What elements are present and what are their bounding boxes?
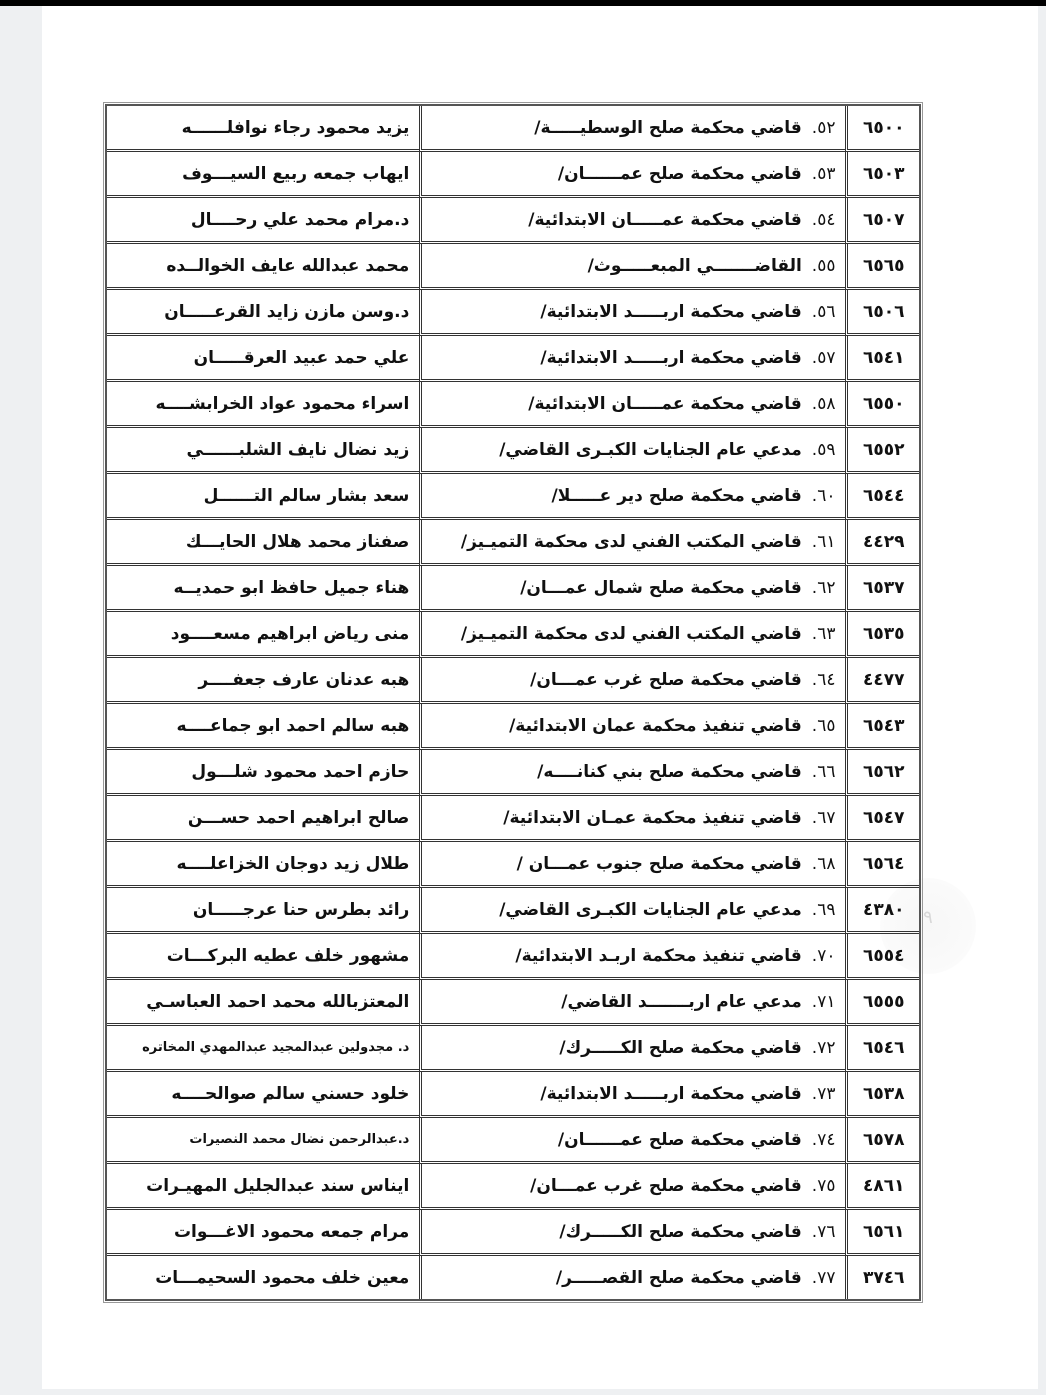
position-title: قاضي تنفيذ محكمة اربـد الابتدائية/ [515, 945, 802, 966]
table-row [107, 796, 919, 842]
table-row [107, 1256, 919, 1299]
table-row [107, 244, 919, 290]
roster-body [107, 106, 919, 1299]
page-number-watermark: ٩ [880, 878, 976, 974]
table-row [107, 1118, 919, 1164]
position-cell [419, 198, 845, 244]
judge-name-cell: صفناز محمد هلال الحايـــك [107, 520, 419, 566]
position-cell [419, 750, 845, 796]
position-cell [419, 474, 845, 520]
table-row [107, 612, 919, 658]
employee-code-cell: ٦٥٤٧ [845, 796, 919, 842]
table-row [107, 336, 919, 382]
judge-name-cell: صالح ابراهيم احمد حســـن [107, 796, 419, 842]
position-title: قاضي محكمة صلح بني كنانــــه/ [537, 761, 802, 782]
row-index: ٧٢. [811, 1037, 836, 1058]
table-row [107, 888, 919, 934]
position-title: قاضي محكمة صلح عمــــــان/ [557, 1129, 802, 1150]
judge-name-cell: طلال زيد دوجان الخزاعلــــه [107, 842, 419, 888]
position-cell [419, 796, 845, 842]
row-index: ٥٧. [811, 347, 836, 368]
row-index: ٧١. [811, 991, 836, 1012]
position-cell [419, 888, 845, 934]
employee-code-cell: ٤٨٦١ [845, 1164, 919, 1210]
judge-name-cell: اسراء محمود عواد الخرابشــــه [107, 382, 419, 428]
employee-code-cell: ٦٥٧٨ [845, 1118, 919, 1164]
judge-name-cell: ايهاب جمعه ربيع السيـــوف [107, 152, 419, 198]
table-row [107, 842, 919, 888]
row-index: ٧٧. [811, 1267, 836, 1288]
row-index: ٥٦. [811, 301, 836, 322]
employee-code-cell: ٦٥٣٧ [845, 566, 919, 612]
table-row [107, 152, 919, 198]
row-index: ٦٧. [811, 807, 836, 828]
row-index: ٦٨. [811, 853, 836, 874]
position-title: قاضي محكمة صلح جنوب عمـــان / [516, 853, 802, 874]
table-row [107, 980, 919, 1026]
table-row [107, 428, 919, 474]
table-row [107, 658, 919, 704]
employee-code-cell: ٦٥٠٧ [845, 198, 919, 244]
position-cell [419, 612, 845, 658]
judge-name-cell: حازم احمد محمود شلـــول [107, 750, 419, 796]
judge-name-cell: سعد بشار سالم التــــــل [107, 474, 419, 520]
employee-code-cell: ٦٥٠٣ [845, 152, 919, 198]
position-title: قاضي محكمة صلح عمــــــان/ [557, 163, 802, 184]
position-title: القاضـــــــي المبعـــــوث/ [587, 255, 802, 276]
row-index: ٥٨. [811, 393, 836, 414]
judge-name-cell: هبه عدنان عارف جعفــــر [107, 658, 419, 704]
judge-name-cell: معين خلف محمود السحيمـــات [155, 1267, 410, 1288]
employee-code-cell: ٤٣٨٠ [845, 888, 919, 934]
position-cell [419, 290, 845, 336]
table-row [107, 704, 919, 750]
judge-name-cell: علي حمد عبيد العرقـــــان [107, 336, 419, 382]
position-cell [419, 1210, 845, 1256]
employee-code-cell: ٦٥٣٥ [845, 612, 919, 658]
position-cell [419, 566, 845, 612]
position-title: مدعي عام الجنايات الكبـرى القاضي/ [499, 899, 802, 920]
position-title: قاضي محكمة اربـــــد الابتدائية/ [540, 347, 802, 368]
judge-name-cell: زيد نضال نايف الشلبــــــي [107, 428, 419, 474]
row-index: ٧٣. [811, 1083, 836, 1104]
position-title: قاضي تنفيذ محكمة عمـان الابتدائية/ [503, 807, 802, 828]
row-index: ٥٣. [811, 163, 836, 184]
position-title: قاضي محكمة عمـــــان الابتدائية/ [528, 393, 802, 414]
row-index: ٥٥. [811, 255, 836, 276]
employee-code-cell: ٦٥٥٤ [845, 934, 919, 980]
table-row [107, 106, 919, 152]
position-title: قاضي محكمة صلح دير عـــــلا/ [551, 485, 802, 506]
position-cell [419, 980, 845, 1026]
judge-name-cell: منى رياض ابراهيم مسعــــود [107, 612, 419, 658]
position-title: قاضي محكمة عمـــــان الابتدائية/ [528, 209, 802, 230]
judges-roster-table [105, 104, 921, 1301]
table-row [107, 382, 919, 428]
position-cell [419, 336, 845, 382]
position-cell [419, 106, 845, 152]
employee-code-cell: ٦٥٦٥ [845, 244, 919, 290]
judge-name-cell: رائد بطرس حنا عرجـــــان [107, 888, 419, 934]
position-title: قاضي محكمة صلح الكـــــرك/ [559, 1037, 802, 1058]
row-index: ٦١. [811, 531, 836, 552]
position-cell [419, 1072, 845, 1118]
position-title: قاضي محكمة صلح غرب عمـــان/ [530, 669, 802, 690]
employee-code-cell: ٦٥٤٣ [845, 704, 919, 750]
row-index: ٦٣. [811, 623, 836, 644]
table-row [107, 1026, 919, 1072]
judge-name-cell: المعتزبالله محمد احمد العباسـي [107, 980, 419, 1026]
row-index: ٧٠. [811, 945, 836, 966]
position-cell [419, 658, 845, 704]
table-row [107, 290, 919, 336]
judge-name-cell: د.مرام محمد علي رحــــال [107, 198, 419, 244]
table-row [107, 566, 919, 612]
position-cell [419, 1256, 845, 1299]
position-title: قاضي محكمة صلح القصـــــر/ [555, 1267, 802, 1288]
position-cell [419, 382, 845, 428]
position-cell [419, 520, 845, 566]
row-index: ٦٤. [811, 669, 836, 690]
row-index: ٥٤. [811, 209, 836, 230]
position-title: قاضي محكمة صلح الكـــــرك/ [559, 1221, 802, 1242]
judge-name-cell: هبه سالم احمد ابو جماعــــه [107, 704, 419, 750]
position-cell [419, 1118, 845, 1164]
employee-code-cell: ٦٥٥٥ [845, 980, 919, 1026]
position-title: مدعي عام الجنايات الكبـرى القاضي/ [499, 439, 802, 460]
row-index: ٥٢. [811, 117, 836, 138]
table-row [107, 1210, 919, 1256]
position-cell [419, 1026, 845, 1072]
position-title: قاضي محكمة صلح الوسطيـــــة/ [534, 117, 802, 138]
position-title: قاضي محكمة اربـــــد الابتدائية/ [540, 1083, 802, 1104]
employee-code-cell: ٦٥٦١ [845, 1210, 919, 1256]
position-title: قاضي محكمة صلح شمال عمـــان/ [520, 577, 802, 598]
position-title: قاضي محكمة صلح غرب عمـــان/ [530, 1175, 802, 1196]
employee-code-cell: ٤٤٧٧ [845, 658, 919, 704]
judge-name-cell: خلود حسني سالم صوالحــــه [107, 1072, 419, 1118]
employee-code-cell: ٦٥٠٠ [845, 106, 919, 152]
judge-name-cell: هناء جميل حافظ ابو حمديــه [107, 566, 419, 612]
employee-code-cell: ٣٧٤٦ [845, 1256, 919, 1299]
judge-name-cell: مرام جمعه محمود الاغـــوات [107, 1210, 419, 1256]
judge-name-cell: د.عبدالرحمن نضال محمد النصيرات [107, 1118, 419, 1164]
employee-code-cell: ٦٥٣٨ [845, 1072, 919, 1118]
judge-name-cell: ايناس سند عبدالجليل المهيـرات [107, 1164, 419, 1210]
row-index: ٦٩. [811, 899, 836, 920]
judge-name-cell: مشهور خلف عطيه البركـــات [107, 934, 419, 980]
employee-code-cell: ٦٥٦٢ [845, 750, 919, 796]
employee-code-cell: ٦٥٤٦ [845, 1026, 919, 1072]
row-index: ٦٠. [811, 485, 836, 506]
position-title: قاضي المكتب الفني لدى محكمة التميـيز/ [460, 623, 802, 644]
row-index: ٧٤. [811, 1129, 836, 1150]
table-row [107, 1072, 919, 1118]
position-title: قاضي المكتب الفني لدى محكمة التميـيز/ [460, 531, 802, 552]
employee-code-cell: ٦٥٥٢ [845, 428, 919, 474]
employee-code-cell: ٦٥٥٠ [845, 382, 919, 428]
position-cell [419, 704, 845, 750]
row-index: ٧٥. [811, 1175, 836, 1196]
position-title: قاضي محكمة اربـــــد الابتدائية/ [540, 301, 802, 322]
row-index: ٦٦. [811, 761, 836, 782]
judge-name-cell: د.وسن مازن زايد القرعـــــان [107, 290, 419, 336]
table-row [107, 198, 919, 244]
position-cell [419, 428, 845, 474]
table-row [107, 1164, 919, 1210]
row-index: ٦٢. [811, 577, 836, 598]
employee-code-cell: ٦٥٠٦ [845, 290, 919, 336]
judge-name-cell: محمد عبدالله عايف الخوالــده [107, 244, 419, 290]
employee-code-cell: ٦٥٤١ [845, 336, 919, 382]
row-index: ٧٦. [811, 1221, 836, 1242]
position-cell [419, 152, 845, 198]
judge-name-cell: يزيد محمود رجاء نوافلــــــه [107, 106, 419, 152]
employee-code-cell: ٦٥٦٤ [845, 842, 919, 888]
table-row [107, 934, 919, 980]
position-title: قاضي تنفيذ محكمة عمان الابتدائية/ [509, 715, 802, 736]
table-row [107, 474, 919, 520]
position-cell [419, 1164, 845, 1210]
position-cell [419, 244, 845, 290]
judge-name-cell: د. مجدولين عبدالمجيد عبدالمهدي المخاتره [107, 1026, 419, 1072]
employee-code-cell: ٤٤٢٩ [845, 520, 919, 566]
row-index: ٦٥. [811, 715, 836, 736]
row-index: ٥٩. [811, 439, 836, 460]
table-row [107, 750, 919, 796]
position-title: مدعي عام اربـــــــد القاضي/ [561, 991, 802, 1012]
position-cell [419, 934, 845, 980]
employee-code-cell: ٦٥٤٤ [845, 474, 919, 520]
position-cell [419, 842, 845, 888]
table-row [107, 520, 919, 566]
